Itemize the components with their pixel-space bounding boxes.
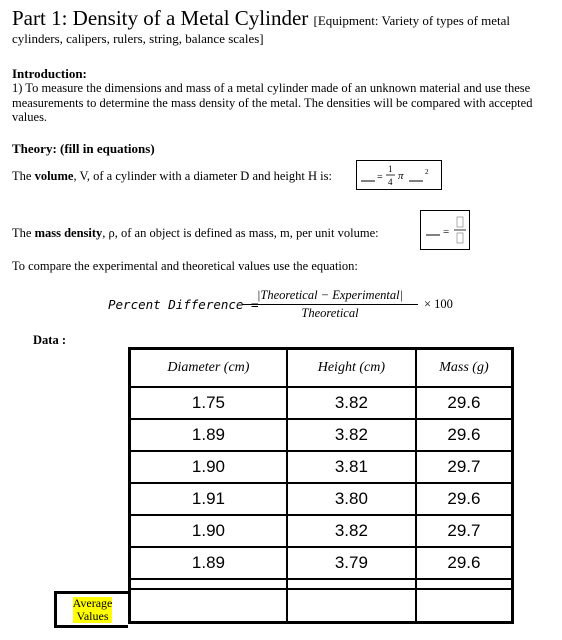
cell-mass[interactable]: 29.6 — [416, 483, 513, 515]
average-values-label-cell — [54, 591, 128, 628]
cell-diameter[interactable]: 1.89 — [130, 419, 287, 451]
cell-height[interactable]: 3.82 — [287, 387, 416, 419]
header-diameter: Diameter (cm) — [130, 349, 287, 388]
cell-mass[interactable]: 29.6 — [416, 419, 513, 451]
density-rest: , ρ, of an object is defined as mass, m, per unit volume: — [102, 226, 379, 240]
compare-text: To compare the experimental and theoretical values use the equation: — [12, 259, 358, 273]
header-mass: Mass (g) — [416, 349, 513, 388]
cell-diameter[interactable]: 1.89 — [130, 547, 287, 579]
density-equation-graphic — [421, 211, 469, 249]
cell-diameter[interactable]: 1.91 — [130, 483, 287, 515]
equipment-text: [Equipment: Variety of types of metal — [313, 13, 511, 28]
spacer-cell — [130, 579, 287, 589]
svg-text:1: 1 — [388, 164, 393, 174]
cell-height[interactable]: 3.79 — [287, 547, 416, 579]
svg-text:=: = — [377, 172, 383, 183]
spacer-cell — [416, 579, 513, 589]
equipment-text-cont: cylinders, calipers, rulers, string, balance scales] — [12, 31, 264, 46]
svg-text:π: π — [398, 170, 404, 182]
cell-diameter[interactable]: 1.90 — [130, 451, 287, 483]
table-row — [130, 419, 513, 451]
volume-equation-graphic — [357, 161, 441, 189]
cell-height[interactable]: 3.80 — [287, 483, 416, 515]
table-row — [130, 547, 513, 579]
table-row — [130, 387, 513, 419]
average-diameter-cell[interactable] — [130, 589, 287, 623]
volume-bold: volume — [34, 169, 74, 183]
average-values-label: Average Values — [72, 595, 113, 623]
cell-height[interactable]: 3.82 — [287, 515, 416, 547]
density-equation-box[interactable] — [420, 210, 470, 250]
average-row — [130, 589, 513, 623]
pd-numerator: |Theoretical − Experimental| — [242, 288, 418, 305]
cell-height[interactable]: 3.81 — [287, 451, 416, 483]
page-title — [12, 6, 510, 31]
cell-mass[interactable]: 29.6 — [416, 387, 513, 419]
theory-heading: Theory: (fill in equations) — [12, 141, 155, 156]
density-prefix: The — [12, 226, 35, 240]
cell-height[interactable]: 3.82 — [287, 419, 416, 451]
svg-text:2: 2 — [425, 168, 429, 176]
cell-mass[interactable]: 29.6 — [416, 547, 513, 579]
volume-prefix: The — [12, 169, 35, 183]
pd-times: × 100 — [424, 297, 453, 311]
percent-difference-fraction — [242, 288, 418, 321]
cell-diameter[interactable]: 1.90 — [130, 515, 287, 547]
average-mass-cell[interactable] — [416, 589, 513, 623]
title-text: Part 1: Density of a Metal Cylinder — [12, 6, 309, 30]
data-table — [128, 347, 514, 624]
intro-heading: Introduction: — [12, 66, 87, 81]
intro-text: 1) To measure the dimensions and mass of a metal cylinder made of an unknown material and use these measurements to determine the mass density of the metal. The densities will be compared with accepted values. — [12, 81, 533, 124]
spacer-cell — [287, 579, 416, 589]
volume-sentence — [12, 169, 332, 184]
cell-mass[interactable]: 29.7 — [416, 451, 513, 483]
data-label: Data : — [33, 333, 66, 347]
table-row-spacer — [130, 579, 513, 589]
table-row — [130, 451, 513, 483]
density-sentence — [12, 226, 379, 241]
table-header-row — [130, 349, 513, 388]
density-bold: mass density — [34, 226, 103, 240]
cell-diameter[interactable]: 1.75 — [130, 387, 287, 419]
svg-text:4: 4 — [388, 177, 393, 187]
header-height: Height (cm) — [287, 349, 416, 388]
svg-text:=: = — [443, 226, 450, 238]
table-row — [130, 515, 513, 547]
volume-equation-box[interactable] — [356, 160, 442, 190]
pd-denominator: Theoretical — [301, 306, 359, 320]
table-row — [130, 483, 513, 515]
average-height-cell[interactable] — [287, 589, 416, 623]
cell-mass[interactable]: 29.7 — [416, 515, 513, 547]
volume-rest: , V, of a cylinder with a diameter D and height H is: — [73, 169, 332, 183]
percent-difference-label: Percent Difference = — [108, 297, 259, 312]
